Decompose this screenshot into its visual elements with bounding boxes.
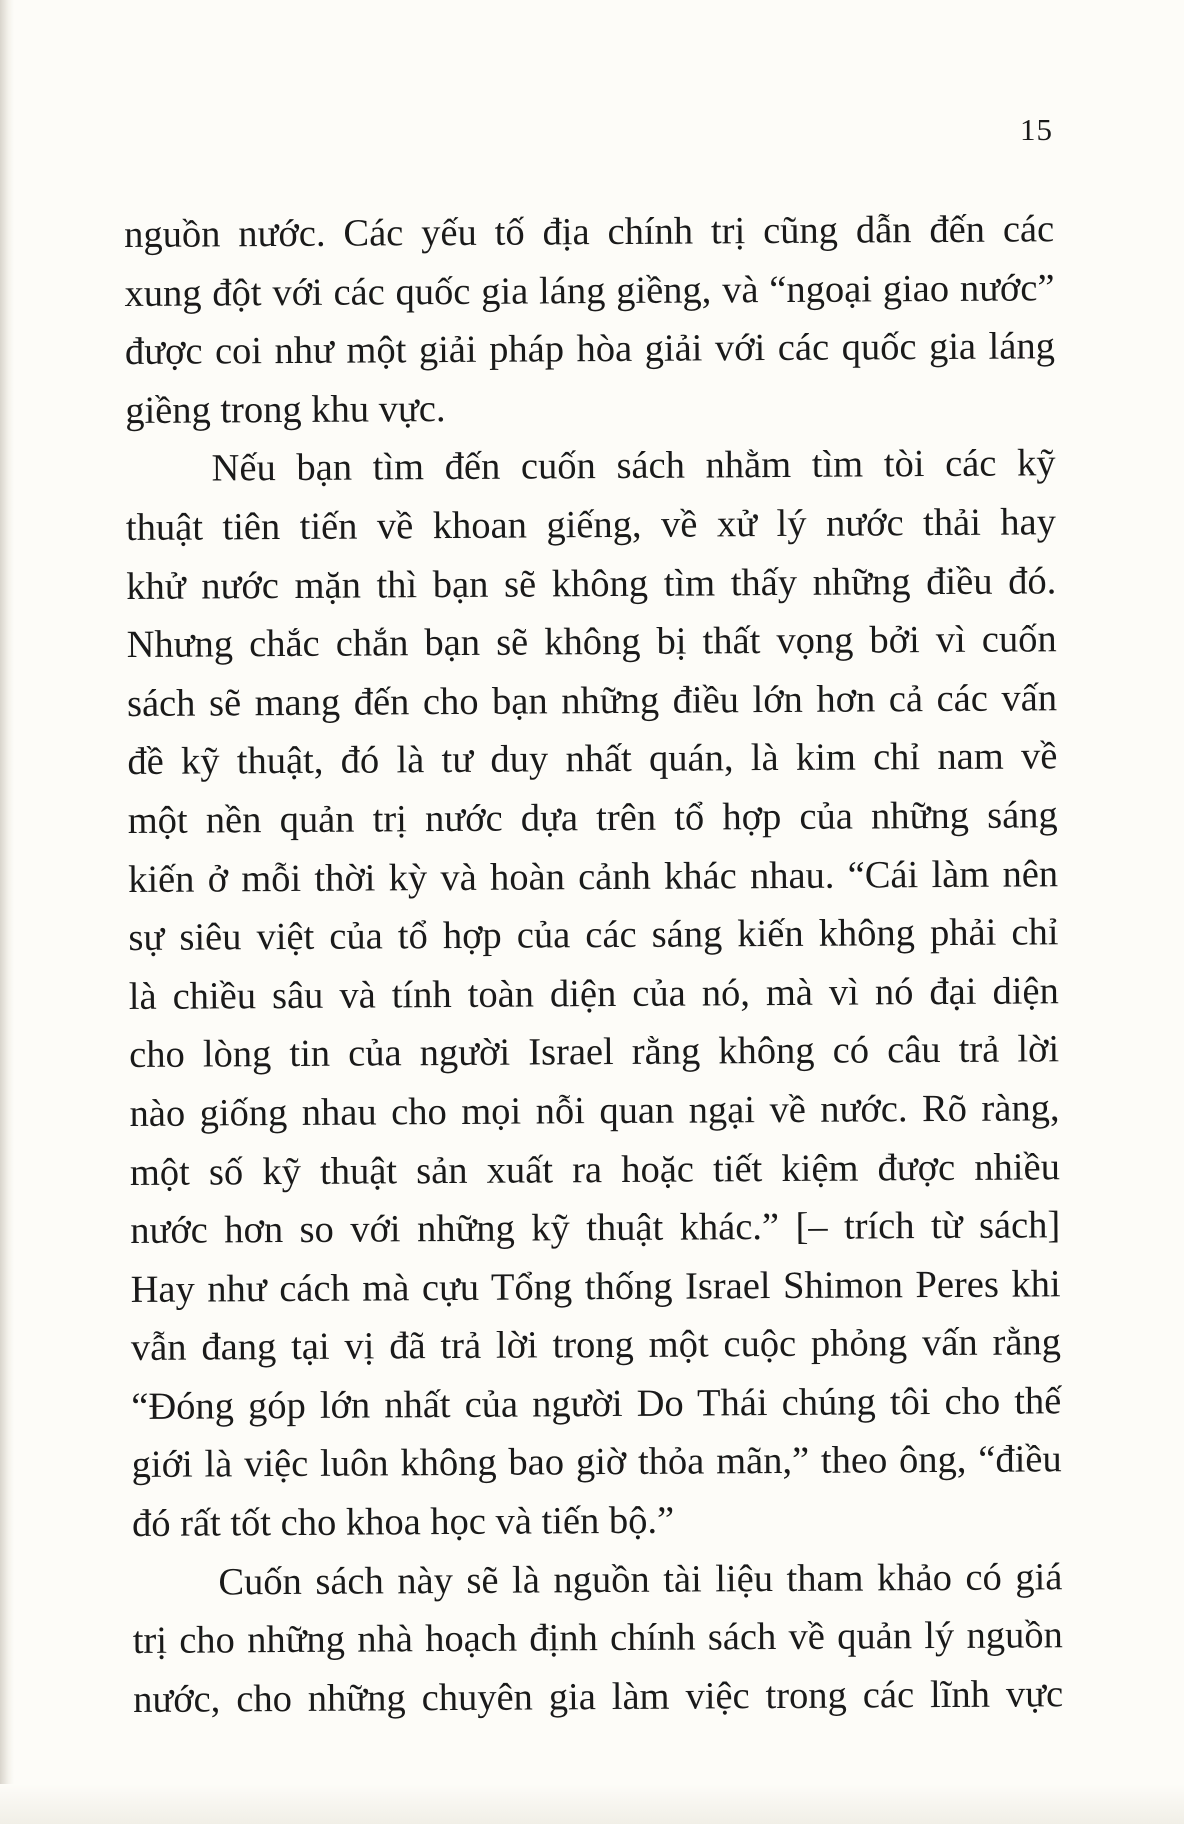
paragraph-1 [124,200,1055,440]
text-line: vẫn đang tại vị đã trả lời trong một cuộc phỏng vấn rằng [130,1321,1062,1370]
text-line: xung đột với các quốc gia láng giềng, và “ngoại giao nước” [124,266,1055,315]
text-line: nào giống nhau cho mọi nỗi quan ngại về nước. Rõ ràng, [129,1087,1060,1135]
page-bottom-edge [0,1784,1184,1824]
text-line: giềng trong khu vực. [125,387,446,432]
text-line: Cuốn sách này sẽ là nguồn tài liệu tham khảo có giá [218,1555,1063,1604]
text-line: cho lòng tin của người Israel rằng không có câu trả lời [129,1028,1060,1077]
text-line: thuật tiên tiến về khoan giếng, về xử lý nước thải hay [125,501,1057,549]
text-line: nước hơn so với những kỹ thuật khác.” [– trích từ sách] [130,1204,1061,1253]
text-line: Nhưng chắc chắn bạn sẽ không bị thất vọng bởi vì cuốn [126,618,1057,667]
body-text [124,200,1063,1729]
text-line: một số kỹ thuật sản xuất ra hoặc tiết kiệm được nhiều [129,1145,1061,1194]
text-line: là chiều sâu và tính toàn diện của nó, mà vì nó đại diện [128,970,1059,1018]
paragraph-3 [132,1548,1063,1729]
text-line: Nếu bạn tìm đến cuốn sách nhằm tìm tòi các kỹ [211,442,1056,490]
text-line: nước, cho những chuyên gia làm việc trong các lĩnh vực [132,1673,1064,1721]
text-line: được coi như một giải pháp hòa giải với các quốc gia láng [124,325,1056,374]
text-line: sự siêu việt của tổ hợp của các sáng kiến không phải chỉ [128,911,1059,960]
paragraph-2 [125,435,1062,1554]
text-line: một nền quản trị nước dựa trên tổ hợp của những sáng [127,794,1058,842]
page-binding-edge [0,0,14,1824]
text-line: đề kỹ thuật, đó là tư duy nhất quán, là kim chỉ nam về [127,735,1058,784]
text-line: Hay như cách mà cựu Tổng thống Israel Shimon Peres khi [130,1262,1061,1311]
text-line: nguồn nước. Các yếu tố địa chính trị cũng dẫn đến các [124,208,1055,256]
text-line: “Đóng góp lớn nhất của người Do Thái chúng tôi cho thế [131,1380,1062,1428]
text-line: sách sẽ mang đến cho bạn những điều lớn hơn cả các vấn [126,677,1058,725]
text-line: khử nước mặn thì bạn sẽ không tìm thấy những điều đó. [126,559,1057,608]
text-line: kiến ở mỗi thời kỳ và hoàn cảnh khác nhau. “Cái làm nên [127,852,1059,901]
page-number: 15 [1020,112,1053,147]
text-line: giới là việc luôn không bao giờ thỏa mãn,” theo ông, “điều [131,1438,1062,1487]
text-line: đó rất tốt cho khoa học và tiến bộ.” [131,1499,675,1546]
text-line: trị cho những nhà hoạch định chính sách về quản lý nguồn [132,1614,1063,1663]
